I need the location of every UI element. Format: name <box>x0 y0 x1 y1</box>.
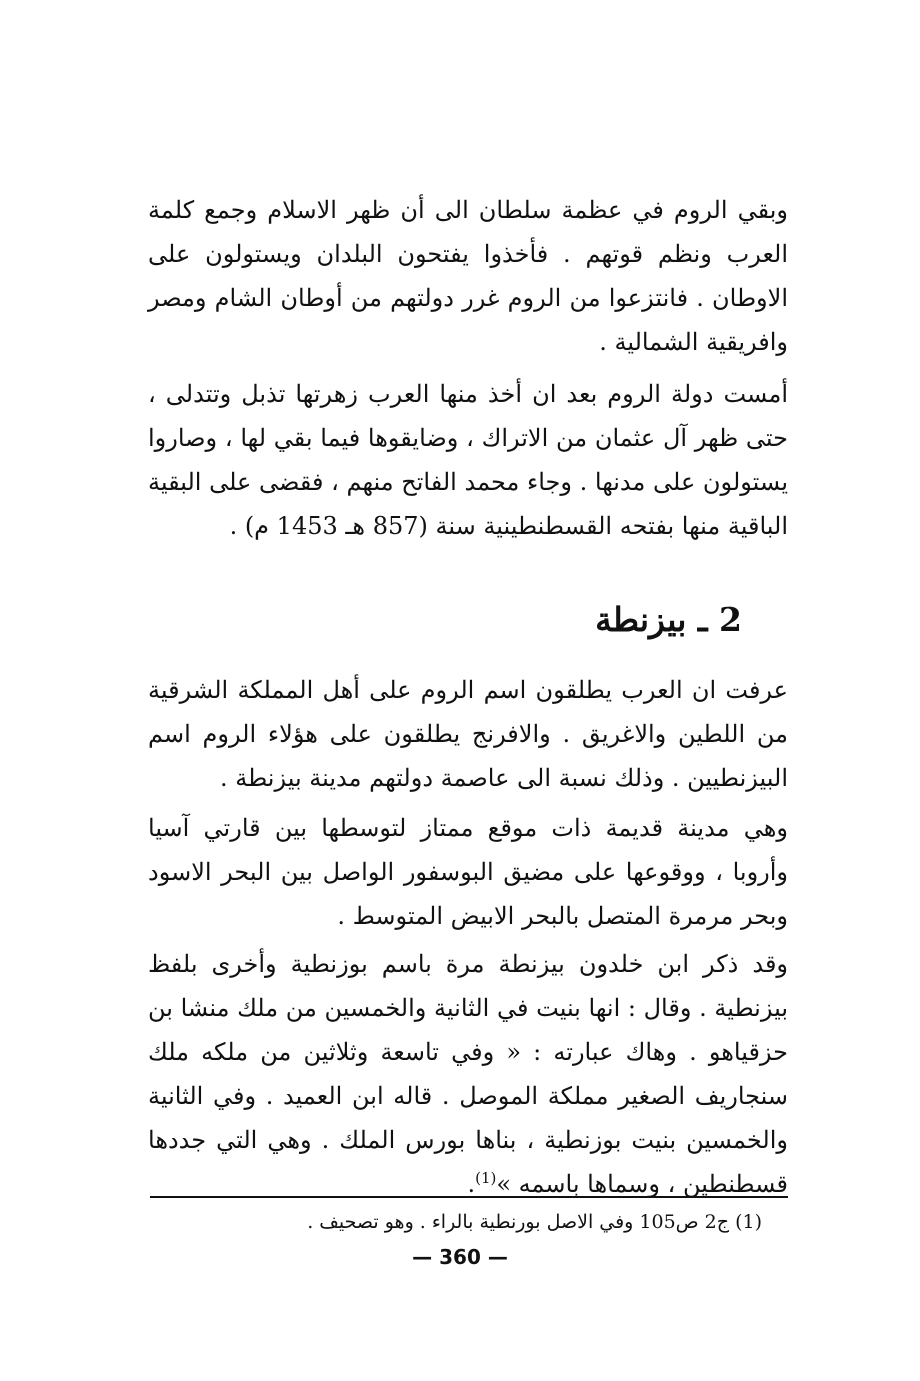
paragraph-ibn-khaldun-quote: وقد ذكر ابن خلدون بيزنطة مرة باسم بوزنطية وأخرى بلفظ بيزنطية . وقال : انها بنيت في الثانية والخمسين من ملك منشا بن حزقياهو . وهاك عبارته : « وفي تاسعة وثلاثين من ملكه ملك سنجاريف الصغير مملكة الموصل . قاله ابن العميد . وفي الثانية والخمسين بنيت بوزنطية ، بناها بورس الملك . وهي التي جددها قسطنطين ، وسماها باسمه »$^{(1)}$. <box>148 950 789 1198</box>
paragraph-byzantine-decline-arab-conquest: وبقي الروم في عظمة سلطان الى أن ظهر الاسلام وجمع كلمة العرب ونظم قوتهم . فأخذوا يفتحون البلدان ويستولون على الاوطان . فانتزعوا من الروم غرر دولتهم من أوطان الشام ومصر وافريقية الشمالية . <box>148 196 788 356</box>
footnote-reference: (1) <box>475 1169 497 1187</box>
paragraph-byzantine-naming: عرفت ان العرب يطلقون اسم الروم على أهل المملكة الشرقية من اللطين والاغريق . والافرنج يطلقون على هؤلاء الروم اسم البيزنطيين . وذلك نسبة الى عاصمة دولتهم مدينة بيزنطة . <box>148 676 788 792</box>
paragraph-ottoman-conquest: أمست دولة الروم بعد ان أخذ منها العرب زهرتها تذبل وتتدلى ، حتى ظهر آل عثمان من الاتراك ، وضايقوها فيما بقي لها ، وصاروا يستولون على مدنها . وجاء محمد الفاتح منهم ، فقضى على البقية الباقية منها بفتحه القسطنطينية سنة (857 هـ 1453 م) . <box>148 380 788 540</box>
page-number: — 360 — <box>412 1245 508 1269</box>
quote-text: وقد ذكر ابن خلدون بيزنطة مرة باسم بوزنطية وأخرى بلفظ بيزنطية . وقال : انها بنيت في الثانية والخمسين من ملك منشا بن حزقياهو . وهاك عبارته : « وفي تاسعة وثلاثين من ملكه ملك سنجاريف الصغير مملكة الموصل . قاله ابن العميد . وفي الثانية والخمسين بنيت بوزنطية ، بناها بورس الملك . وهي التي جددها قسطنطين ، وسماها باسمه » <box>148 950 789 1198</box>
footnote: (1) ج2 ص105 وفي الاصل بورنطية بالراء . وهو تصحيف . <box>307 1211 762 1233</box>
section-heading: 2 ـ بيزنطة <box>595 600 742 639</box>
footnote-divider <box>150 1196 788 1198</box>
paragraph-city-location: وهي مدينة قديمة ذات موقع ممتاز لتوسطها بين قارتي آسيا وأروبا ، ووقوعها على مضيق البوسفور الواصل بين البحر الاسود وبحر مرمرة المتصل بالبحر الابيض المتوسط . <box>148 814 789 930</box>
